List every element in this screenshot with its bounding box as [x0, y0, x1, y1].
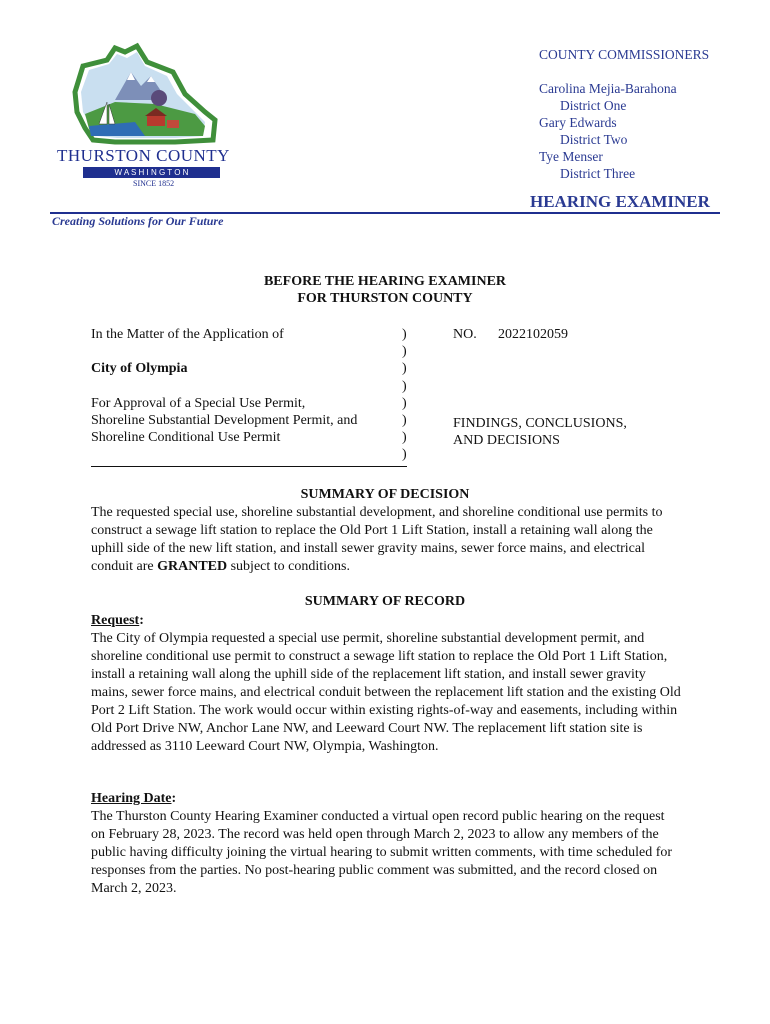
- findings-line-2: AND DECISIONS: [453, 433, 560, 449]
- summary-decision-text: [91, 504, 681, 576]
- hearing-date-colon: :: [171, 791, 177, 806]
- request-text: The City of Olympia requested a special use permit, shoreline substantial development permit, and shoreline conditional use permit to construct a sewage lift station to replace the Old Port 1 Lift Station, install a retaining wall along the uphill side of the replacement lift station, and install sewer gravity mains, sewer force mains, and electrical conduit between the replacement lift station and the existing Old Port 2 Lift Station. The work would occur within existing rights-of-way and easements, including within Old Port Drive NW, Anchor Lane NW, and Leeward Court NW. The replacement lift station site is addressed as 3110 Leeward Court NW, Olympia, Washington.: [91, 631, 681, 754]
- hearing-date-text: The Thurston County Hearing Examiner conducted a virtual open record public hearing on the request on February 28, 2023. The record was held open through March 2, 2023 to allow any members of the public having difficulty joining the virtual hearing to submit written comments, with time scheduled for responses from the parties. No post-hearing public comment was submitted, and the record closed on March 2, 2023.: [91, 809, 673, 896]
- paren: ): [402, 327, 407, 342]
- matter-line: In the Matter of the Application of: [91, 327, 284, 342]
- case-number: 2022102059: [498, 327, 568, 342]
- paren: ): [402, 378, 407, 394]
- commissioner-name: Tye Menser: [539, 149, 603, 164]
- caption-parentheses: [402, 326, 422, 464]
- hearing-date-section: [91, 790, 681, 898]
- paren: ): [402, 344, 407, 360]
- approval-line-1: For Approval of a Special Use Permit,: [91, 395, 306, 411]
- thurston-county-logo: [55, 42, 255, 192]
- applicant-name: City of Olympia: [91, 361, 188, 377]
- request-heading: Request: [91, 613, 140, 628]
- decision-text-after: subject to conditions.: [227, 559, 350, 574]
- county-name: THURSTON COUNTY: [57, 146, 230, 165]
- since-label: SINCE 1852: [133, 179, 175, 188]
- state-name: W A S H I N G T O N: [114, 168, 189, 177]
- findings-line-1: FINDINGS, CONCLUSIONS,: [453, 416, 627, 431]
- commissioners-heading: COUNTY COMMISSIONERS: [539, 47, 710, 62]
- request-colon: :: [139, 613, 144, 628]
- paren: ): [402, 413, 407, 429]
- summary-record-heading: SUMMARY OF RECORD: [304, 594, 466, 609]
- summary-decision-heading: SUMMARY OF DECISION: [300, 487, 470, 502]
- decision-granted: GRANTED: [157, 559, 228, 574]
- caption-title-line1: BEFORE THE HEARING EXAMINER: [263, 274, 507, 289]
- paren: ): [402, 430, 407, 446]
- state-banner: [83, 167, 220, 178]
- request-section: [91, 612, 681, 756]
- paren: ): [402, 447, 407, 463]
- caption-underline: [91, 466, 407, 467]
- findings-title: [453, 415, 703, 449]
- commissioner-name: Gary Edwards: [539, 115, 617, 130]
- commissioner-name: Carolina Mejia-Barahona: [539, 81, 677, 96]
- commissioner-district: District Two: [560, 132, 628, 147]
- office-title: HEARING EXAMINER: [530, 192, 710, 211]
- paren: ): [402, 395, 407, 411]
- caption-title: [0, 273, 770, 307]
- commissioner-district: District Three: [560, 166, 636, 181]
- caption-title-line2: FOR THURSTON COUNTY: [297, 291, 473, 306]
- approval-line-3: Shoreline Conditional Use Permit: [91, 430, 281, 446]
- approval-line-2: Shoreline Substantial Development Permit, and: [91, 413, 358, 429]
- commissioner-district: District One: [560, 98, 627, 113]
- tagline: Creating Solutions for Our Future: [52, 214, 224, 228]
- paren: ): [402, 361, 407, 377]
- case-number-label: NO.: [453, 327, 477, 342]
- caption-matter: [91, 326, 391, 446]
- commissioners-block: [539, 46, 709, 182]
- hearing-date-heading: Hearing Date: [91, 791, 172, 806]
- decision-text-before: The requested special use, shoreline substantial development, and shoreline conditional use permits to construct a sewage lift station to replace the Old Port 1 Lift Station, install a retaining wall along the uphill side of the new lift station, and install sewer gravity mains, sewer force mains, and electrical conduit are: [91, 505, 663, 574]
